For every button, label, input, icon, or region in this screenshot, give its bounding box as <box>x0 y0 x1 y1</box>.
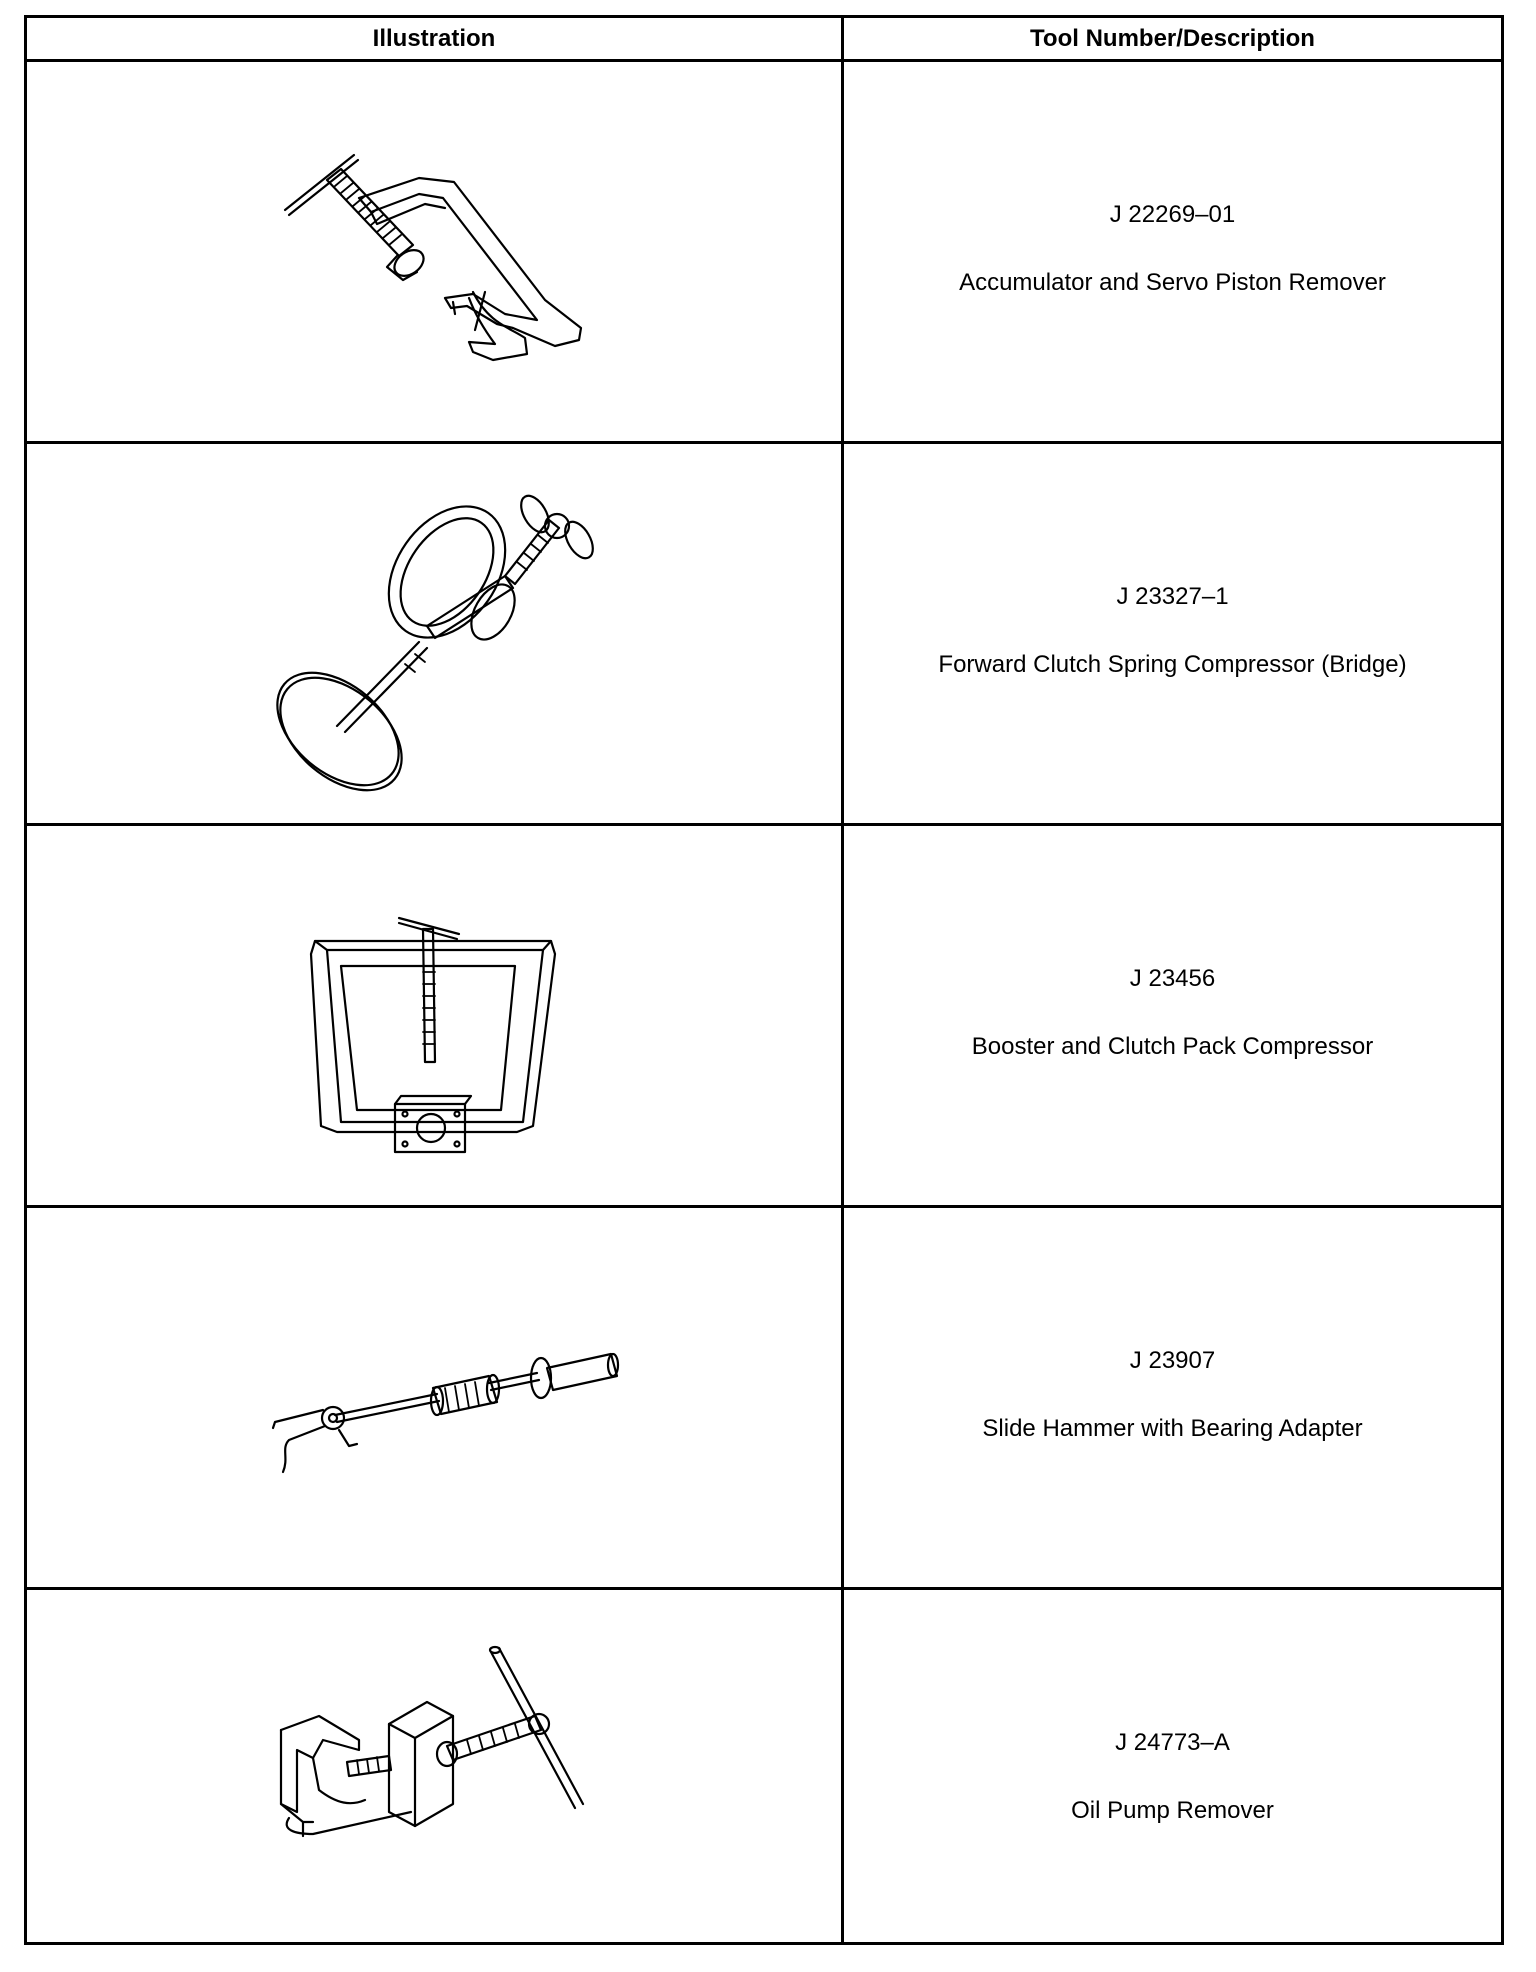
table-header <box>27 18 1501 62</box>
c-clamp-remover-icon <box>27 62 841 442</box>
tool-number: J 23456 <box>1129 965 1216 992</box>
description-cell <box>844 1590 1501 1972</box>
table-row <box>27 444 1501 826</box>
table-row <box>27 826 1501 1208</box>
description-cell <box>844 62 1501 441</box>
tool-description: Booster and Clutch Pack Compressor <box>971 1033 1374 1060</box>
spring-compressor-bridge-icon <box>27 444 841 824</box>
description-cell <box>844 444 1501 823</box>
table-row <box>27 1590 1501 1972</box>
header-tool-number-description: Tool Number/Description <box>1030 25 1315 52</box>
description-cell <box>844 1208 1501 1587</box>
illustration-cell <box>27 62 841 441</box>
illustration-cell <box>27 826 841 1205</box>
tool-number: J 23327–1 <box>1116 583 1229 610</box>
tool-number: J 24773–A <box>1115 1729 1230 1756</box>
description-cell <box>844 826 1501 1205</box>
illustration-cell <box>27 444 841 823</box>
tool-description: Accumulator and Servo Piston Remover <box>959 269 1386 296</box>
tool-number: J 23907 <box>1129 1347 1216 1374</box>
illustration-cell <box>27 1590 841 1972</box>
illustration-cell <box>27 1208 841 1587</box>
tool-description: Oil Pump Remover <box>1071 1797 1274 1824</box>
tool-number: J 22269–01 <box>1109 201 1236 228</box>
slide-hammer-icon <box>27 1208 841 1588</box>
table-row <box>27 1208 1501 1590</box>
tool-description: Forward Clutch Spring Compressor (Bridge) <box>938 651 1407 678</box>
frame-compressor-icon <box>27 826 841 1206</box>
header-illustration: Illustration <box>372 25 496 52</box>
special-tools-table <box>24 15 1504 1945</box>
oil-pump-remover-icon <box>27 1590 841 1970</box>
tool-description: Slide Hammer with Bearing Adapter <box>982 1415 1363 1442</box>
table-row <box>27 62 1501 444</box>
